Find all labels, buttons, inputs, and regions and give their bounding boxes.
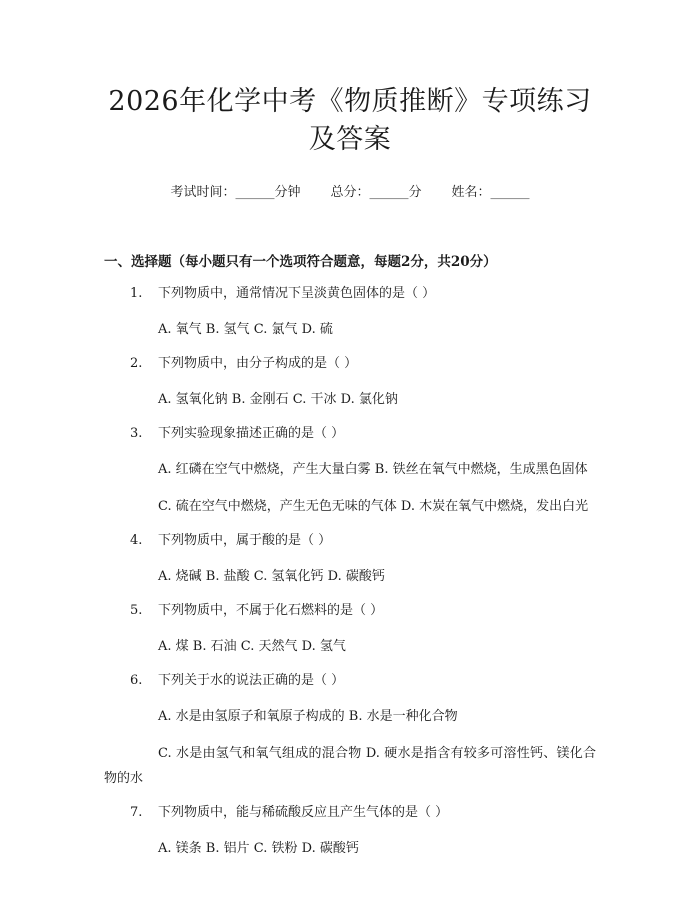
question-number: 6. xyxy=(130,673,143,688)
question-stem: 下列实验现象描述正确的是（ ） xyxy=(158,426,345,441)
question-stem: 下列关于水的说法正确的是（ ） xyxy=(158,673,345,688)
question-number: 1. xyxy=(130,286,143,301)
question-3 xyxy=(104,424,596,519)
question-1 xyxy=(104,284,596,342)
student-name-field: 姓名：______ xyxy=(451,185,530,200)
question-stem: 下列物质中，由分子构成的是（ ） xyxy=(158,356,358,371)
question-options: C. 硫在空气中燃烧，产生无色无味的气体 D. 木炭在氧气中燃烧，发出白光 xyxy=(158,499,589,514)
question-7 xyxy=(104,803,596,861)
question-list xyxy=(104,284,596,861)
question-options: A. 红磷在空气中燃烧，产生大量白雾 B. 铁丝在氧气中燃烧，生成黑色固体 xyxy=(158,462,588,477)
question-options: A. 煤 B. 石油 C. 天然气 D. 氢气 xyxy=(158,639,346,654)
section-heading: 一、选择题（每小题只有一个选项符合题意，每题2分，共20分） xyxy=(104,254,497,270)
question-number: 5. xyxy=(130,603,143,618)
question-stem: 下列物质中，不属于化石燃料的是（ ） xyxy=(158,603,384,618)
page-title: 2026年化学中考《物质推断》专项练习及答案 xyxy=(108,86,592,155)
question-5 xyxy=(104,601,596,659)
question-number: 4. xyxy=(130,533,143,548)
question-options: A. 氢氧化钠 B. 金刚石 C. 干冰 D. 氯化钠 xyxy=(158,392,398,407)
question-stem: 下列物质中，能与稀硫酸反应且产生气体的是（ ） xyxy=(158,805,449,820)
question-number: 2. xyxy=(130,356,143,371)
exam-time-field: 考试时间：______分钟 xyxy=(170,185,301,200)
question-options: A. 氧气 B. 氢气 C. 氯气 D. 硫 xyxy=(158,322,333,337)
question-6 xyxy=(104,671,596,791)
question-2 xyxy=(104,354,596,412)
total-score-field: 总分：______分 xyxy=(330,185,422,200)
question-number: 3. xyxy=(130,426,143,441)
question-4 xyxy=(104,531,596,589)
question-options: A. 烧碱 B. 盐酸 C. 氢氧化钙 D. 碳酸钙 xyxy=(158,569,385,584)
question-stem: 下列物质中，属于酸的是（ ） xyxy=(158,533,332,548)
question-options: A. 水是由氢原子和氧原子构成的 B. 水是一种化合物 xyxy=(158,709,458,724)
exam-meta xyxy=(104,181,596,200)
question-stem: 下列物质中，通常情况下呈淡黄色固体的是（ ） xyxy=(158,286,436,301)
question-options: A. 镁条 B. 铝片 C. 铁粉 D. 碳酸钙 xyxy=(158,841,359,856)
question-options: C. 水是由氢气和氧气组成的混合物 D. 硬水是指含有较多可溶性钙、镁化合物的水 xyxy=(104,746,596,786)
question-number: 7. xyxy=(130,805,143,820)
